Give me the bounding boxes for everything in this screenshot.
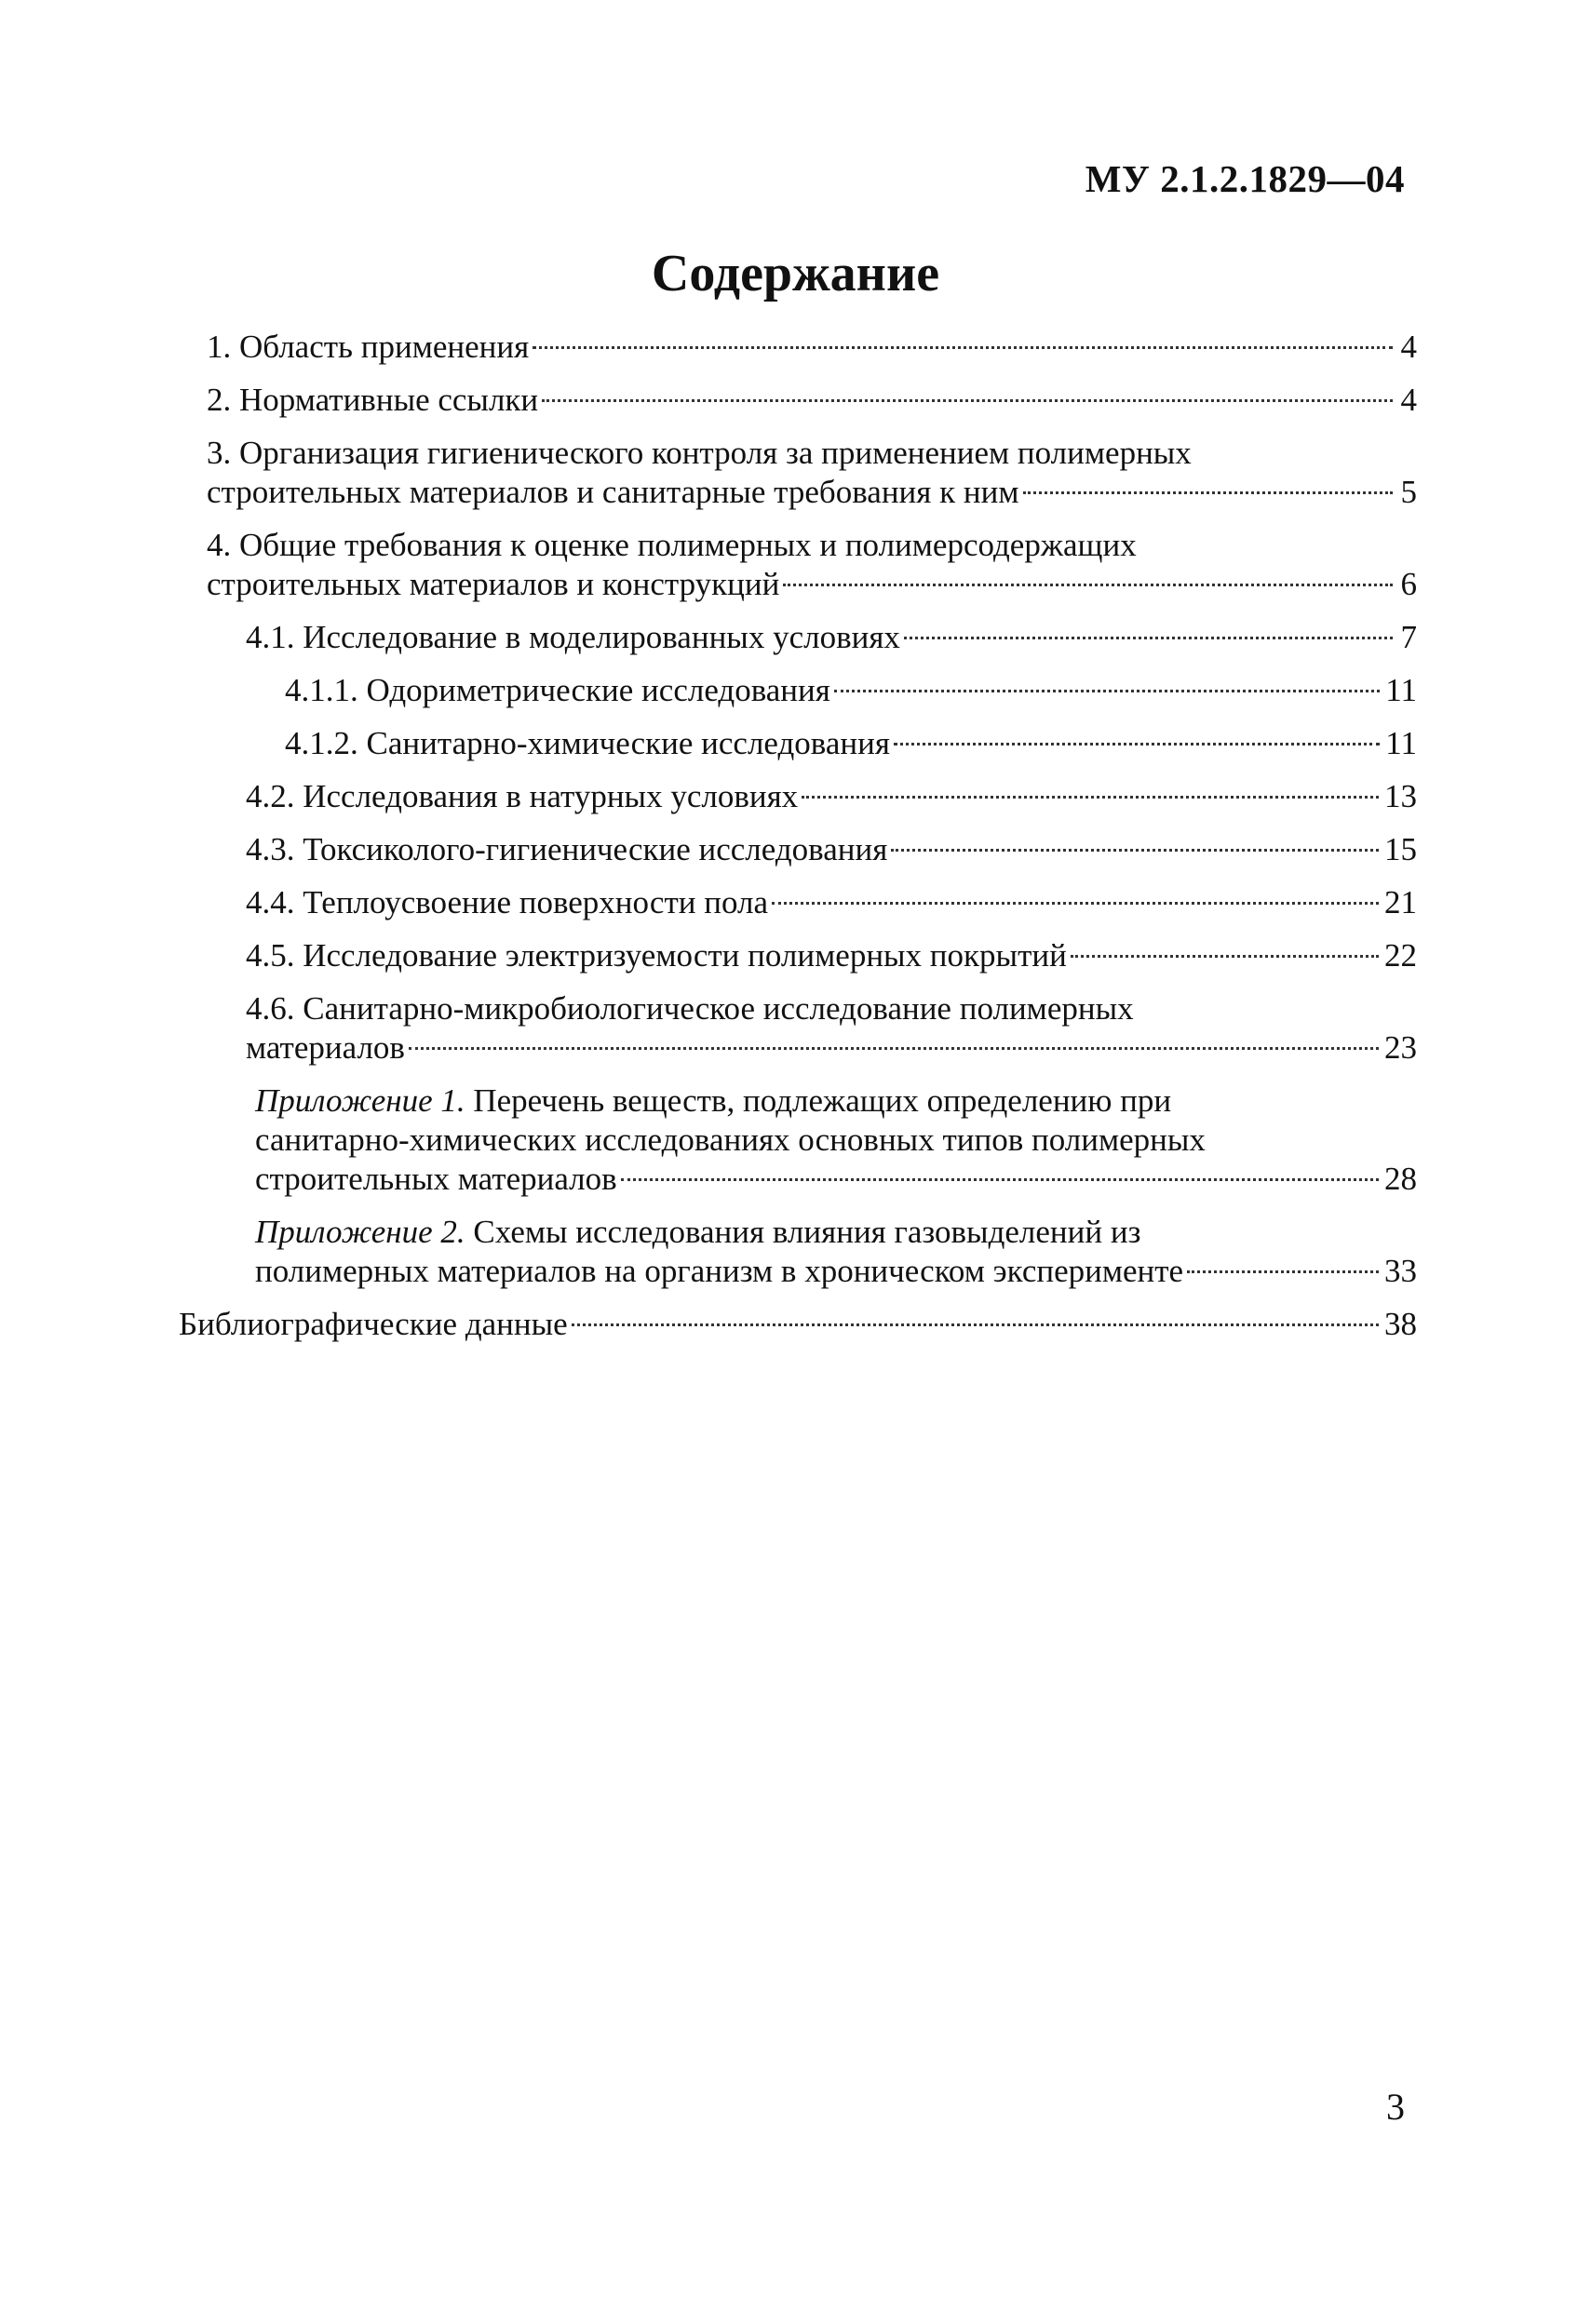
toc-page-number: 13 bbox=[1384, 778, 1417, 814]
toc-page-number: 38 bbox=[1384, 1306, 1417, 1342]
toc-page-number: 28 bbox=[1384, 1161, 1417, 1197]
toc-entry-4-1-1[interactable] bbox=[207, 671, 1417, 710]
toc-entry-text: Библиографические данные bbox=[179, 1306, 568, 1342]
appendix-label: Приложение 2. bbox=[255, 1214, 465, 1250]
toc-page-number: 11 bbox=[1385, 672, 1417, 708]
toc-entry-4-1[interactable] bbox=[207, 618, 1417, 657]
leader-dots bbox=[904, 637, 1393, 639]
document-code: МУ 2.1.2.1829—04 bbox=[1085, 157, 1405, 200]
toc-entry-text: 4.6. Санитарно-микробиологическое исследование полимерных bbox=[246, 990, 1134, 1027]
toc-entry-text: 1. Область применения bbox=[207, 329, 530, 365]
toc-entry-text: Перечень веществ, подлежащих определению при bbox=[465, 1082, 1172, 1119]
toc-entry-1[interactable] bbox=[207, 328, 1417, 367]
leader-dots bbox=[533, 346, 1393, 349]
leader-dots bbox=[1023, 491, 1394, 494]
toc-entry-text: 4. Общие требования к оценке полимерных и полимерсодержащих bbox=[207, 527, 1137, 563]
toc-entry-text: полимерных материалов на организм в хроническом эксперименте bbox=[255, 1253, 1184, 1289]
toc-entry-appendix-2[interactable] bbox=[207, 1213, 1417, 1291]
toc-entry-text: строительных материалов bbox=[255, 1161, 617, 1197]
leader-dots bbox=[894, 743, 1380, 746]
toc-page-number: 23 bbox=[1384, 1029, 1417, 1066]
toc-entry-text: 4.4. Теплоусвоение поверхности пола bbox=[246, 884, 768, 920]
toc-entry-text: 4.2. Исследования в натурных условиях bbox=[246, 778, 799, 814]
toc-entry-text: строительных материалов и санитарные требования к ним bbox=[207, 474, 1019, 510]
table-of-contents bbox=[179, 328, 1417, 1358]
toc-page-number: 33 bbox=[1384, 1253, 1417, 1289]
toc-entry-text: 2. Нормативные ссылки bbox=[207, 382, 539, 418]
toc-entry-text: Схемы исследования влияния газовыделений из bbox=[465, 1214, 1141, 1250]
appendix-label: Приложение 1. bbox=[255, 1082, 465, 1119]
leader-dots bbox=[542, 399, 1393, 402]
leader-dots bbox=[772, 902, 1379, 905]
leader-dots bbox=[409, 1047, 1379, 1050]
toc-entry-text: строительных материалов и конструкций bbox=[207, 566, 780, 602]
toc-page-number: 4 bbox=[1400, 382, 1417, 418]
toc-entry-text: 4.1.2. Санитарно-химические исследования bbox=[285, 725, 890, 761]
page-number: 3 bbox=[1386, 2086, 1405, 2128]
toc-entry-text: 4.1.1. Одориметрические исследования bbox=[285, 672, 830, 708]
toc-entry-text: материалов bbox=[246, 1029, 405, 1066]
toc-page-number: 15 bbox=[1384, 831, 1417, 867]
leader-dots bbox=[783, 584, 1393, 586]
toc-entry-4-6[interactable] bbox=[207, 989, 1417, 1068]
toc-page-number: 6 bbox=[1400, 566, 1417, 602]
toc-page-number: 7 bbox=[1400, 619, 1417, 655]
toc-entry-4-3[interactable] bbox=[207, 830, 1417, 869]
toc-entry-2[interactable] bbox=[207, 381, 1417, 420]
leader-dots bbox=[891, 849, 1379, 852]
toc-entry-text: 3. Организация гигиенического контроля за применением полимерных bbox=[207, 435, 1192, 471]
toc-page-number: 21 bbox=[1384, 884, 1417, 920]
toc-page-number: 11 bbox=[1385, 725, 1417, 761]
toc-title: Содержание bbox=[651, 245, 940, 302]
toc-entry-text: санитарно-химических исследованиях основных типов полимерных bbox=[255, 1122, 1206, 1158]
leader-dots bbox=[572, 1323, 1379, 1326]
toc-entry-4-4[interactable] bbox=[207, 883, 1417, 922]
toc-entry-text: 4.3. Токсиколого-гигиенические исследования bbox=[246, 831, 888, 867]
leader-dots bbox=[621, 1178, 1379, 1181]
leader-dots bbox=[1187, 1270, 1379, 1273]
toc-page-number: 5 bbox=[1400, 474, 1417, 510]
toc-page-number: 22 bbox=[1384, 937, 1417, 974]
toc-entry-3[interactable] bbox=[207, 434, 1417, 512]
toc-entry-4-2[interactable] bbox=[207, 777, 1417, 816]
toc-entry-bibliography[interactable] bbox=[179, 1305, 1417, 1344]
toc-entry-4-5[interactable] bbox=[207, 936, 1417, 975]
leader-dots bbox=[834, 690, 1380, 692]
toc-entry-4-1-2[interactable] bbox=[207, 724, 1417, 763]
toc-entry-text: 4.1. Исследование в моделированных условиях bbox=[246, 619, 900, 655]
leader-dots bbox=[1071, 955, 1379, 958]
toc-entry-text: 4.5. Исследование электризуемости полимерных покрытий bbox=[246, 937, 1067, 974]
leader-dots bbox=[802, 796, 1379, 799]
toc-entry-4[interactable] bbox=[207, 526, 1417, 604]
toc-entry-appendix-1[interactable] bbox=[207, 1081, 1417, 1199]
toc-page-number: 4 bbox=[1400, 329, 1417, 365]
